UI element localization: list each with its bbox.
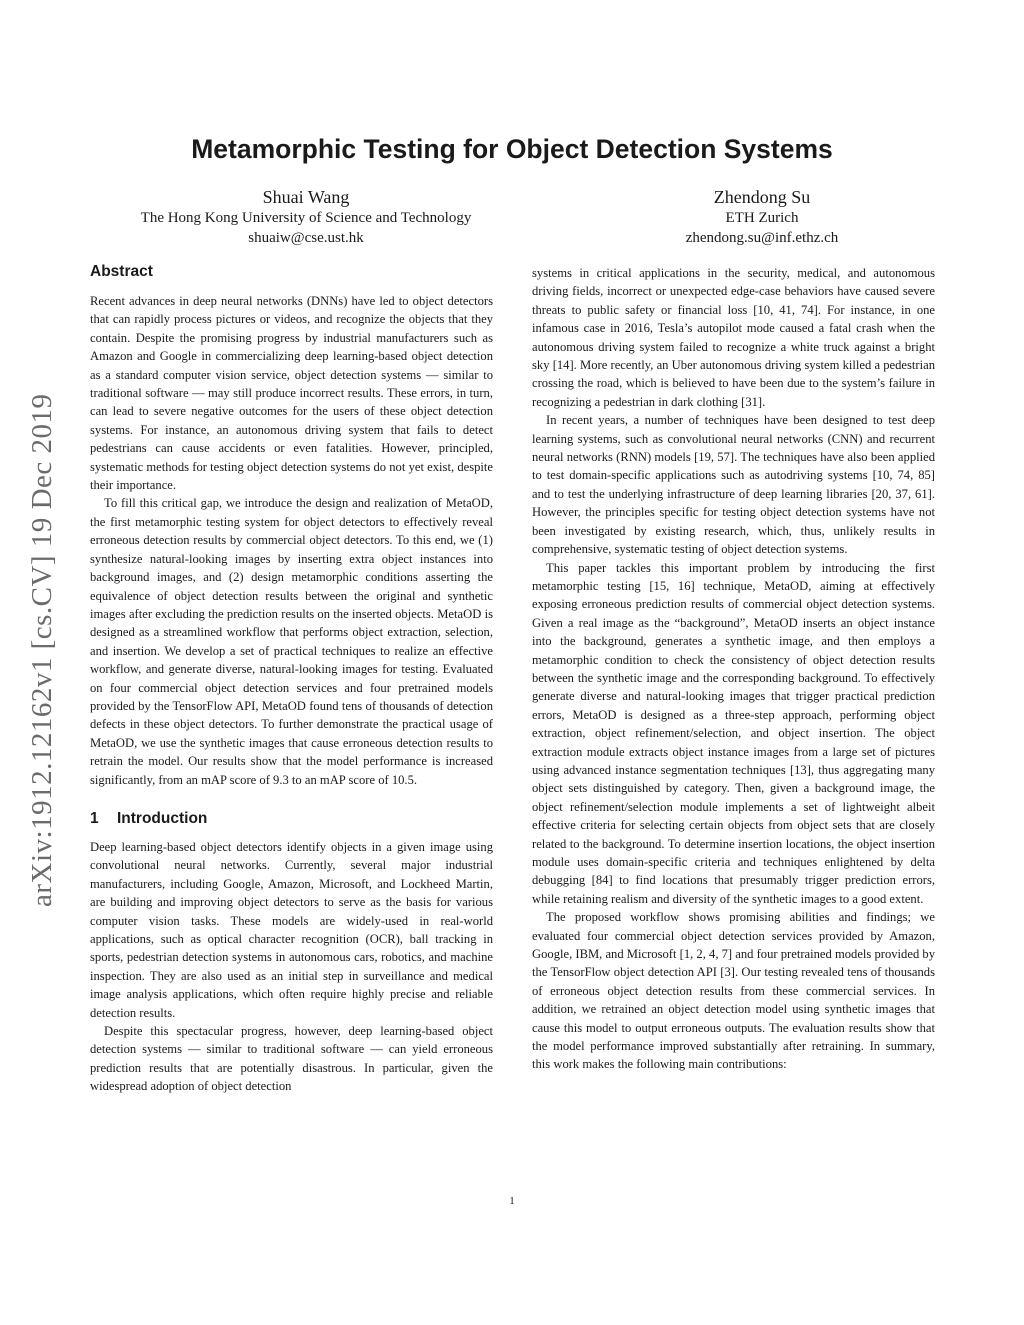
author-affiliation: The Hong Kong University of Science and Technology [140,210,472,226]
author-name: Shuai Wang [262,187,350,207]
abstract-heading: Abstract [90,263,153,280]
paper-title: Metamorphic Testing for Object Detection Systems [191,134,833,164]
section-heading-introduction [90,809,493,829]
body-paragraph: The proposed workflow shows promising abilities and findings; we evaluated four commercial object detection services provided by Amazon, Google, IBM, and Microsoft [1, 2, 4, 7] and four pretrained models provided by the TensorFlow object detection API [3]. Our testing revealed tens of thousands of erroneous object detection results from these commercial services. In addition, we retrained an object detection model using synthetic images that cause this model to output erroneous outputs. The evaluation results show that the model performance improved substantially after retraining. In summary, this work makes the following main contributions: [532,910,935,1072]
page-number: 1 [509,1195,515,1207]
arxiv-identifier: arXiv:1912.12162v1 [cs.CV] 19 Dec 2019 [26,393,58,907]
right-column [532,264,935,1074]
body-paragraph: This paper tackles this important problem by introducing the first metamorphic testing [15, 16] technique, MetaOD, aiming at effectively exposing erroneous prediction results of commercial object detection systems. Given a real image as the “background”, MetaOD inserts an object instance into the background, generates a synthetic image, and then employs a metamorphic condition to check the consistency of object detection results between the synthetic image and the corresponding background. To effectively generate diverse and natural-looking images that trigger practical prediction errors, MetaOD is designed as a three-step approach, performing object extraction, object refinement/selection, and object insertion. The object extraction module extracts object instance images from a large set of pictures using advanced instance segmentation techniques [13], thus aggregating many object sets distinguished by category. Then, given a background image, the object refinement/selection module implements a set of lightweight albeit effective criteria for selecting certain objects from object sets that are closely related to the background. To determine insertion locations, the object insertion module uses domain-specific criteria and techniques enlightened by delta debugging [84] to find locations that presumably trigger prediction errors, while retaining realism and diversity of the synthetic images to a good extent. [532,560,935,906]
author-block-1 [110,186,502,248]
author-name: Zhendong Su [713,187,811,207]
abstract-paragraph: Recent advances in deep neural networks (DNNs) have led to object detectors that can rapidly process pictures or videos, and recognize the objects that they contain. Despite the promising progress by industrial manufacturers such as Amazon and Google in commercializing deep learning-based object detection as a standard computer vision service, object detection systems — similar to traditional software — may still produce incorrect results. These errors, in turn, can lead to severe negative outcomes for the users of these object detection systems. For instance, an autonomous driving system that fails to detect pedestrians can cause accidents or even fatalities. However, principled, systematic methods for testing object detection systems do not yet exist, despite their importance. [90,294,493,493]
body-paragraph: Deep learning-based object detectors identify objects in a given image using convolutional neural networks. Currently, several major industrial manufacturers, including Google, Amazon, Microsoft, and Lockheed Martin, are building and improving object detectors to serve as the basis for various computer vision tasks. These models are widely-used in real-world applications, such as optical character recognition (OCR), ball tracking in sports, pedestrian detection systems in autonomous cars, robotics, and machine inspection. They are also used as an initial step in surveillance and medical image analysis applications, which often require highly precise and reliable detection results. [90,839,493,1020]
body-paragraph: In recent years, a number of techniques have been designed to test deep learning systems, such as convolutional neural networks (CNN) and recurrent neural networks (RNN) models [19, 57]. The techniques have also been applied to test domain-specific applications such as autodriving systems [10, 74, 85] and to test the underlying infrastructure of deep learning libraries [20, 37, 61]. However, the principles specific for testing object detection systems have not been investigated by existing research, which, thus, unlikely results in comprehensive, systematic testing of object detection systems. [532,413,935,557]
author-email: shuaiw@cse.ust.hk [248,230,364,246]
author-email: zhendong.su@inf.ethz.ch [685,230,839,246]
left-column [90,262,493,1096]
author-affiliation: ETH Zurich [725,210,799,226]
section-title: Introduction [117,809,208,827]
section-number: 1 [90,809,99,827]
body-paragraph: systems in critical applications in the security, medical, and autonomous driving fields, incorrect or unexpected edge-case behaviors have caused severe threats to public safety or financial loss [10, 41, 74]. For instance, in one infamous case in 2016, Tesla’s autopilot mode caused a fatal crash when the autonomous driving system failed to recognize a white truck against a bright sky [14]. More recently, an Uber autonomous driving system killed a pedestrian crossing the road, which is believed to have been due to the system’s failure in recognizing a pedestrian in dark clothing [31]. [532,266,935,409]
author-block-2 [612,186,912,248]
abstract-paragraph: To fill this critical gap, we introduce the design and realization of MetaOD, the first metamorphic testing system for object detectors to effectively reveal erroneous detection results by commercial object detectors. To this end, we (1) synthesize natural-looking images by inserting extra object instances into background images, and (2) design metamorphic conditions asserting the equivalence of object detection results between the original and synthetic images after excluding the prediction results on the inserted objects. MetaOD is designed as a streamlined workflow that performs object extraction, selection, and insertion. We develop a set of practical techniques to realize an effective workflow, and generate diverse, natural-looking images for testing. Evaluated on four commercial object detection services and four pretrained models provided by the TensorFlow API, MetaOD found tens of thousands of detection defects in these object detectors. To further demonstrate the practical usage of MetaOD, we use the synthetic images that cause erroneous detection results to retrain the model. Our results show that the model performance is increased significantly, from an mAP score of 9.3 to an mAP score of 10.5. [90,496,493,787]
body-paragraph: Despite this spectacular progress, however, deep learning-based object detection systems — similar to traditional software — can yield erroneous prediction results that are potentially disastrous. In particular, given the widespread adoption of object detection [90,1024,493,1094]
